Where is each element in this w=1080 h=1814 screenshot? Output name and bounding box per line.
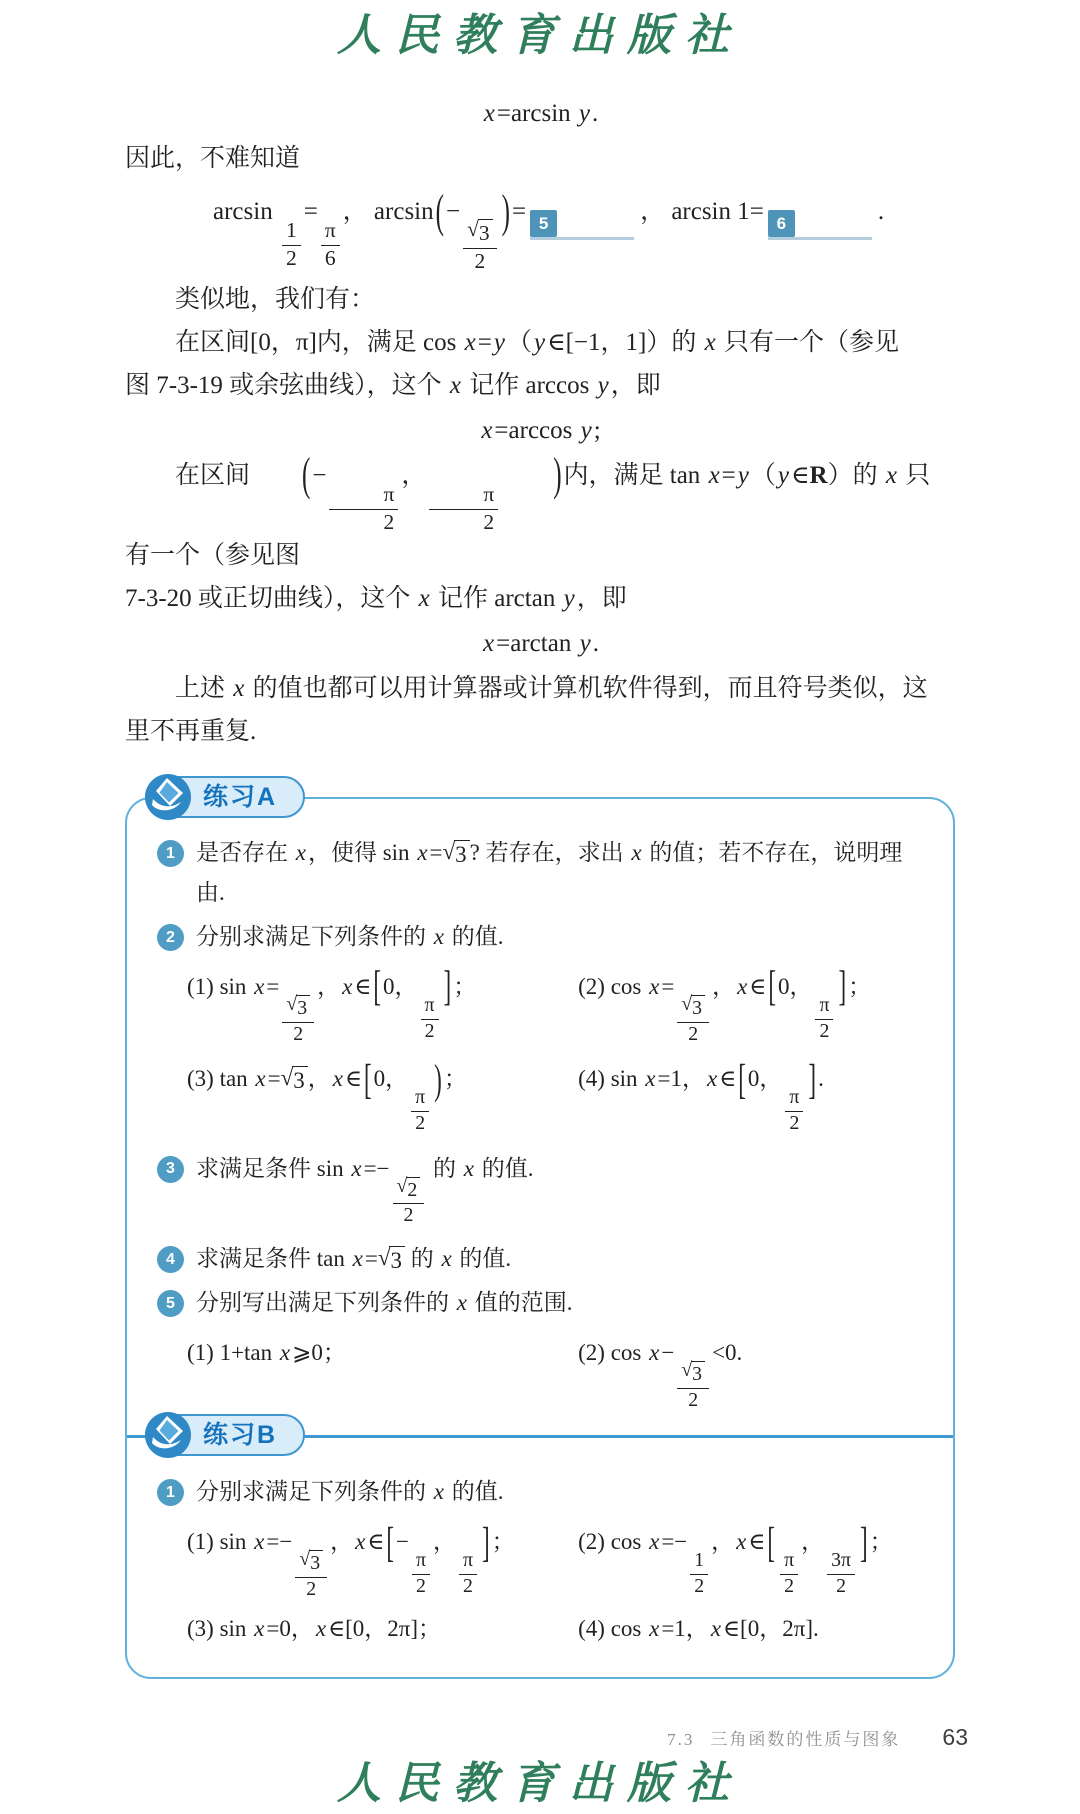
item-number-badge: 2: [157, 924, 184, 951]
sub-item: (3) sin x=0，x∈[0，2π]；: [187, 1615, 442, 1641]
exercise-item-text: 求满足条件 tan x= √ 3 的 x 的值.: [196, 1245, 512, 1274]
sub-item: (2) cos x=− $\frac{1}{2}$ ，x∈[ $\frac{\pi}{2}$ ， $\frac{3\pi}{2}$ ]；: [578, 1518, 893, 1597]
book-icon: [143, 772, 193, 822]
item-number-badge: 1: [157, 1479, 184, 1506]
intro-section: [125, 92, 955, 753]
para-tan-line2: 7-3-20 或正切曲线），这个 x 记作 arctan y，即: [125, 585, 627, 613]
answer-badge[interactable]: 6: [768, 210, 795, 237]
item-number-badge: 1: [157, 840, 184, 867]
exercise-b-label: 练习B: [203, 1420, 278, 1449]
para-cos-line2: 图 7-3-19 或余弦曲线），这个 x 记作 arccos y，即: [125, 371, 661, 399]
exercise-item-text: 是否存在 x，使得 sin x= √ 3 ? 若存在，求出 x 的值；若不存在，说明理由.: [196, 839, 903, 906]
page-number: 63: [942, 1723, 968, 1750]
sub-item-grid: [157, 957, 925, 1139]
sub-item: (3) tan x= √ 3 ，x∈[0， $\frac{\pi}{2}$ )；: [187, 1056, 467, 1135]
answer-blank: [768, 210, 872, 240]
section-title: 三角函数的性质与图象: [710, 1729, 901, 1749]
sub-item: (2) cos x− √ 3 2 <0.: [578, 1340, 743, 1411]
sub-item: (2) cos x= √ 3 2 ，x∈[0， $\frac{\pi}{2}$ ]；: [578, 963, 872, 1045]
section-number: 7.3: [667, 1729, 695, 1749]
exercise-item: [157, 1149, 925, 1227]
sub-item: (1) sin x= √ 3 2 ，x∈[0， $\frac{\pi}{2}$ ]；: [187, 963, 477, 1045]
exercise-item-text: 求满足条件 sin x=− √ 2 2 的 x 的值.: [196, 1155, 534, 1227]
exercise-item: [157, 1283, 925, 1323]
exercise-a-label: 练习A: [203, 782, 278, 811]
item-number-badge: 4: [157, 1246, 184, 1273]
publisher-logo-top: 人民教育出版社: [337, 10, 743, 61]
answer-badge[interactable]: 5: [530, 210, 557, 237]
formula-arctan-def: x=arctan y.: [483, 630, 599, 658]
item-number-badge: 3: [157, 1156, 184, 1183]
sub-item: (4) cos x=1，x∈[0，2π].: [578, 1615, 819, 1641]
para-cos-line1: 在区间[0，π]内，满足 cos x=y（y∈[−1，1]）的 x 只有一个（参见: [175, 328, 899, 356]
exercise-b-divider: [127, 1420, 953, 1449]
exercise-a-header: [145, 776, 305, 818]
book-icon: [143, 1410, 193, 1460]
exercise-a-content: [127, 799, 953, 1435]
exercise-item-text: 分别写出满足下列条件的 x 值的范围.: [196, 1290, 573, 1316]
para-note-line2: 里不再重复.: [125, 718, 257, 746]
answer-blank: [530, 210, 634, 240]
formula-arcsin-values: arcsin $\frac{1}{2}$ = $\frac{\pi}{6}$ ， arcsin(− √ 3 2 )= 5 ， arcsin 1= 6 .: [213, 187, 885, 273]
sub-item: (4) sin x=1，x∈[0， $\frac{\pi}{2}$ ].: [578, 1056, 824, 1135]
exercise-item: [157, 833, 925, 913]
formula-arcsin-def: x=arcsin y.: [483, 100, 599, 127]
para-similar: 类似地，我们有：: [175, 285, 376, 313]
exercise-item: [157, 917, 925, 957]
publisher-logo-bottom: 人民教育出版社: [337, 1757, 743, 1809]
sub-item: (1) sin x=− √ 3 2 ，x∈[− $\frac{\pi}{2}$ ， $\frac{\pi}{2}$ ]；: [187, 1518, 515, 1600]
sub-item-grid: [157, 1323, 925, 1415]
sub-item: (1) 1+tan x⩾0；: [187, 1340, 346, 1366]
exercise-item: [157, 1472, 925, 1512]
exercise-item-text: 分别求满足下列条件的 x 的值.: [196, 1479, 504, 1505]
exercise-item-text: 分别求满足下列条件的 x 的值.: [196, 924, 504, 950]
para-tan-line1: 在区间 (− $\frac{\pi}{2}$ ， $\frac{\pi}{2}$ )内，满足 tan x=y（y∈R）的 x 只有一个（参见图: [125, 450, 931, 570]
page-footer: [0, 1725, 968, 1750]
para-therefore: 因此，不难知道: [125, 145, 301, 172]
item-number-badge: 5: [157, 1290, 184, 1317]
exercise-b-content: [127, 1438, 953, 1676]
exercise-b-header: [145, 1414, 305, 1456]
formula-arccos-def: x=arccos y;: [481, 416, 601, 444]
exercise-box: [125, 782, 955, 1679]
para-note-line1: 上述 x 的值也都可以用计算器或计算机软件得到，而且符号类似，这: [175, 675, 928, 703]
exercise-item: [157, 1239, 925, 1279]
sub-item-grid: [157, 1512, 925, 1650]
